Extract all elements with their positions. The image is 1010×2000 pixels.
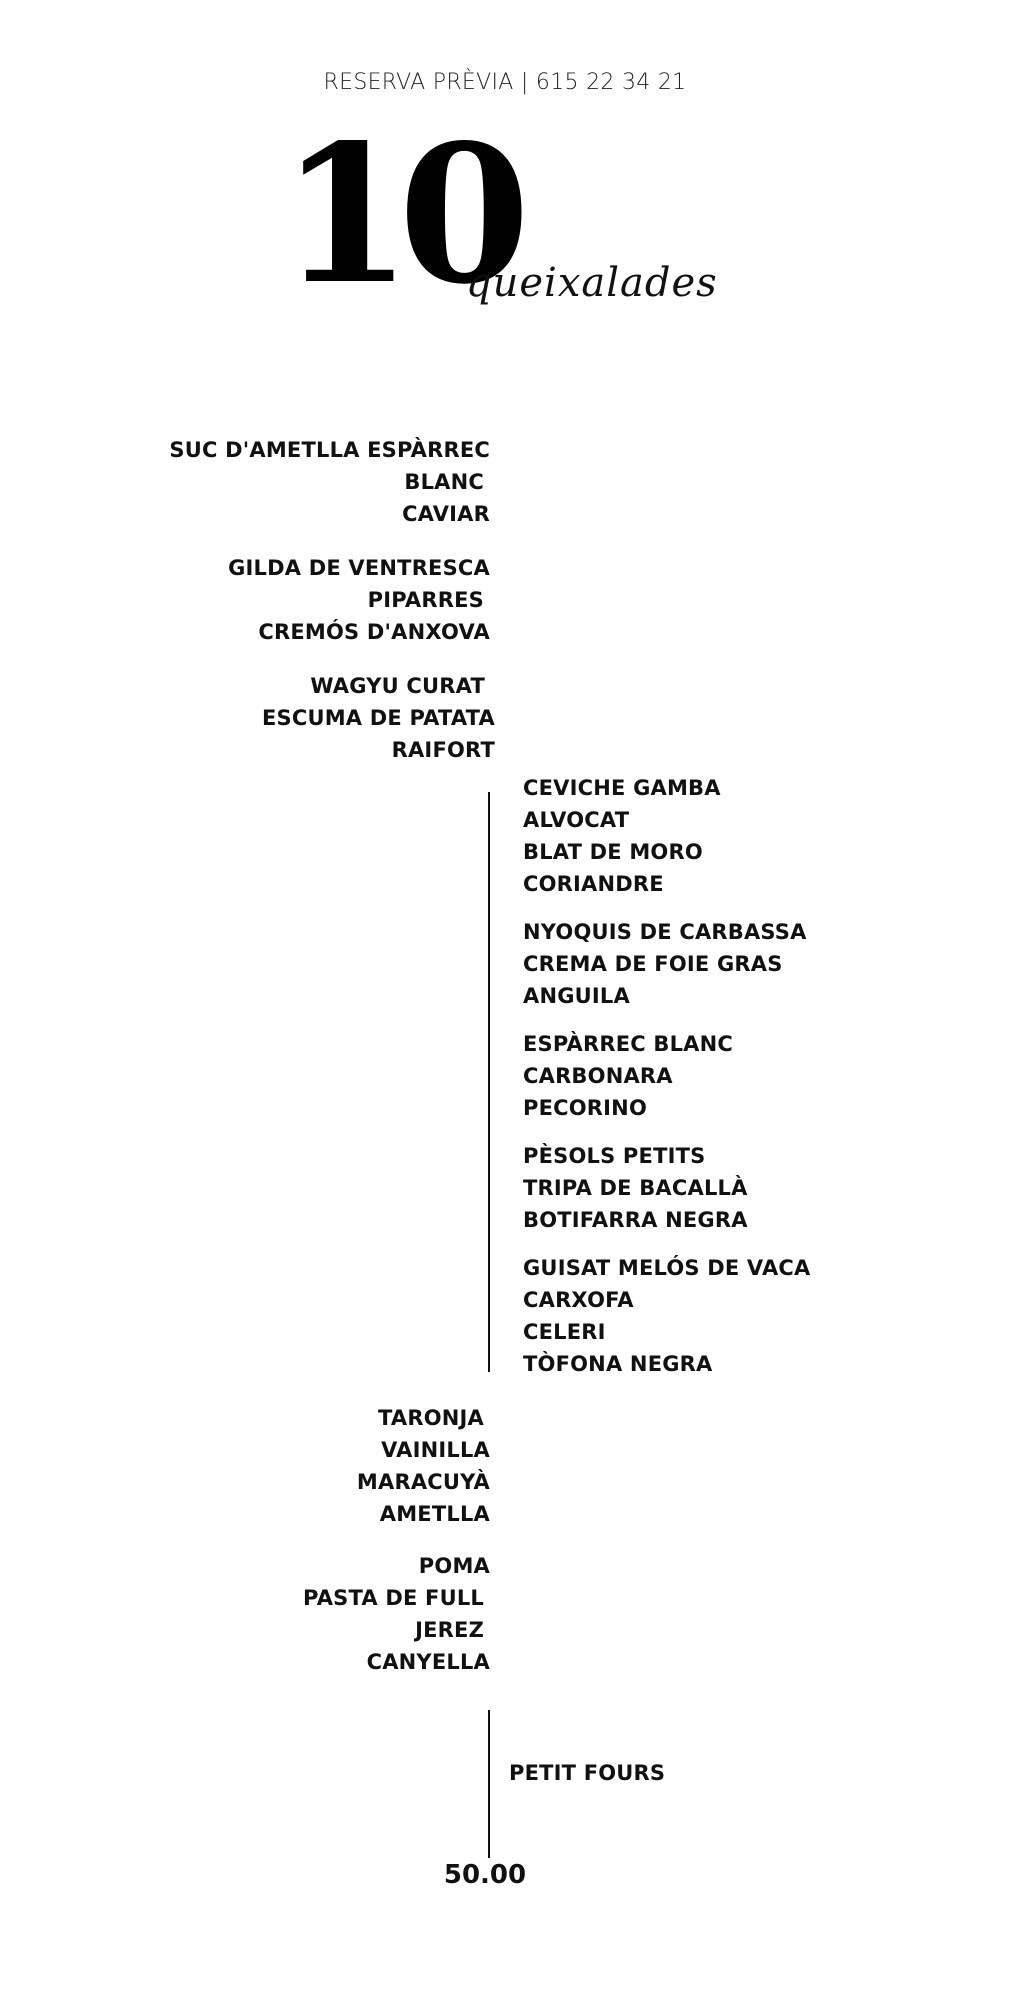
main-2-line-2: CREMA DE FOIE GRAS xyxy=(523,952,783,976)
main-5-line-3: CELERI xyxy=(523,1320,606,1344)
dessert-item-2 xyxy=(303,1550,490,1678)
main-1-line-3: BLAT DE MORO xyxy=(523,840,703,864)
starter-2-line-3: CREMÓS D'ANXOVA xyxy=(258,620,490,644)
petit-fours-divider xyxy=(488,1710,490,1858)
main-1-line-1: CEVICHE GAMBA xyxy=(523,776,721,800)
dessert-2-line-1: POMA xyxy=(418,1554,490,1578)
starter-3-line-1: WAGYU CURAT xyxy=(310,674,485,698)
starter-1-line-1: SUC D'AMETLLA ESPÀRREC xyxy=(169,438,490,462)
reservation-line: RESERVA PRÈVIA | 615 22 34 21 xyxy=(323,70,687,95)
petit-fours xyxy=(509,1757,665,1789)
starter-3-line-3: RAIFORT xyxy=(391,738,495,762)
dessert-1-line-4: AMETLLA xyxy=(379,1502,490,1526)
dessert-1-line-2: VAINILLA xyxy=(381,1438,490,1462)
main-5-line-1: GUISAT MELÓS DE VACA xyxy=(523,1256,811,1280)
menu-price: 50.00 xyxy=(443,1860,527,1890)
starter-item-3 xyxy=(262,670,495,766)
main-item-1 xyxy=(523,772,721,900)
starter-2-line-1: GILDA DE VENTRESCA xyxy=(228,556,490,580)
main-1-line-2: ALVOCAT xyxy=(523,808,630,832)
restaurant-logo xyxy=(270,103,718,330)
main-5-line-4: TÒFONA NEGRA xyxy=(523,1352,713,1376)
dessert-1-line-3: MARACUYÀ xyxy=(356,1470,490,1494)
dessert-1-line-1: TARONJA xyxy=(377,1406,484,1430)
main-4-line-1: PÈSOLS PETITS xyxy=(523,1144,706,1168)
petit-fours-label: PETIT FOURS xyxy=(509,1761,666,1785)
dessert-2-line-2: PASTA DE FULL xyxy=(303,1586,484,1610)
main-3-line-1: ESPÀRREC BLANC xyxy=(523,1032,734,1056)
starter-2-line-2: PIPARRES xyxy=(367,588,484,612)
logo-word: queixalades xyxy=(466,260,718,306)
main-1-line-4: CORIANDRE xyxy=(523,872,664,896)
dessert-2-line-4: CANYELLA xyxy=(366,1650,490,1674)
main-4-line-2: TRIPA DE BACALLÀ xyxy=(523,1176,748,1200)
starter-3-line-2: ESCUMA DE PATATA xyxy=(261,706,495,730)
mains-divider xyxy=(488,792,490,1372)
main-item-2 xyxy=(523,916,807,1012)
logo-number: 10 xyxy=(280,103,517,326)
dessert-item-1 xyxy=(357,1402,490,1530)
bite-mark-icon xyxy=(722,178,748,274)
main-item-4 xyxy=(523,1140,748,1236)
main-3-line-2: CARBONARA xyxy=(523,1064,673,1088)
main-2-line-1: NYOQUIS DE CARBASSA xyxy=(523,920,807,944)
starter-1-line-2: BLANC xyxy=(404,470,484,494)
starter-1-line-3: CAVIAR xyxy=(402,502,490,526)
main-5-line-2: CARXOFA xyxy=(523,1288,634,1312)
dessert-2-line-3: JEREZ xyxy=(415,1618,484,1642)
main-item-3 xyxy=(523,1028,733,1124)
main-2-line-3: ANGUILA xyxy=(523,984,630,1008)
main-item-5 xyxy=(523,1252,810,1380)
starter-item-1 xyxy=(169,434,490,530)
main-4-line-3: BOTIFARRA NEGRA xyxy=(523,1208,748,1232)
starter-item-2 xyxy=(228,552,490,648)
main-3-line-3: PECORINO xyxy=(523,1096,648,1120)
